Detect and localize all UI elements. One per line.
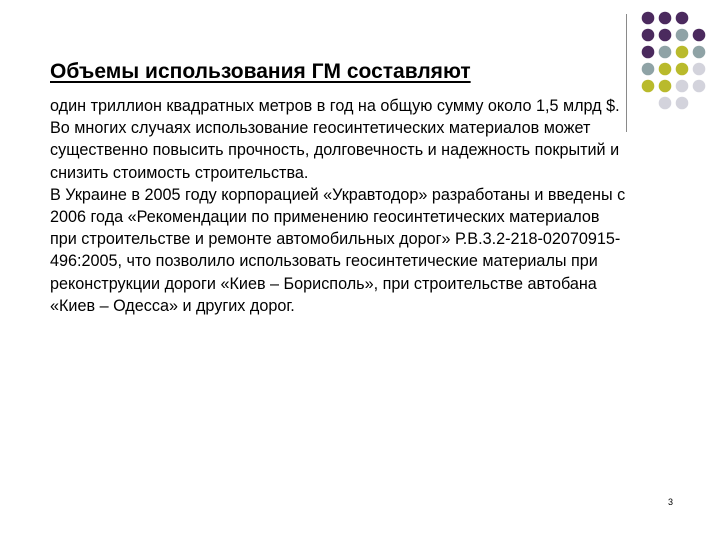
body-paragraph-3: В Украине в 2005 году корпорацией «Укравтодор» разработаны и введены с 2006 года «Рекомендации по применению геосинтетических материалов при строительстве и ремонте автомобильных дорог» Р.В.3.2-218-02070915-496:2005, что позволило использовать геосинтетические материалы при реконструкции дороги «Киев – Борисполь», при строительстве автобана «Киев – Одесса» и других дорог. [50, 185, 626, 315]
body-paragraph-2: Во многих случаях использование геосинтетических материалов может существенно повысить прочность, долговечность и надежность покрытий и снизить стоимость строительства. [50, 119, 620, 182]
decorative-dot [659, 63, 672, 76]
slide-body [50, 95, 630, 317]
decorative-dot-grid [639, 10, 715, 114]
body-paragraph-1: один триллион квадратных метров в год на общую сумму около 1,5 млрд $. [50, 97, 620, 115]
page-number: 3 [668, 497, 674, 507]
decorative-dot [676, 46, 689, 59]
decorative-dot [642, 46, 655, 59]
decorative-dot [676, 29, 689, 42]
decorative-dot [693, 29, 706, 42]
decorative-dot [693, 63, 706, 76]
decorative-dot [659, 46, 672, 59]
decorative-dot [659, 97, 672, 110]
decorative-dot [693, 80, 706, 93]
decorative-dot [642, 12, 655, 25]
decorative-dot [693, 46, 706, 59]
decorative-dot [659, 12, 672, 25]
slide-title: Объемы использования ГМ составляют [50, 60, 471, 83]
decorative-dot [676, 12, 689, 25]
decorative-dot [676, 97, 689, 110]
decorative-dot [659, 29, 672, 42]
decorative-dot [642, 29, 655, 42]
decorative-dot [642, 63, 655, 76]
decorative-dot [659, 80, 672, 93]
decorative-dot [676, 63, 689, 76]
decorative-dot [642, 80, 655, 93]
decorative-dot [676, 80, 689, 93]
